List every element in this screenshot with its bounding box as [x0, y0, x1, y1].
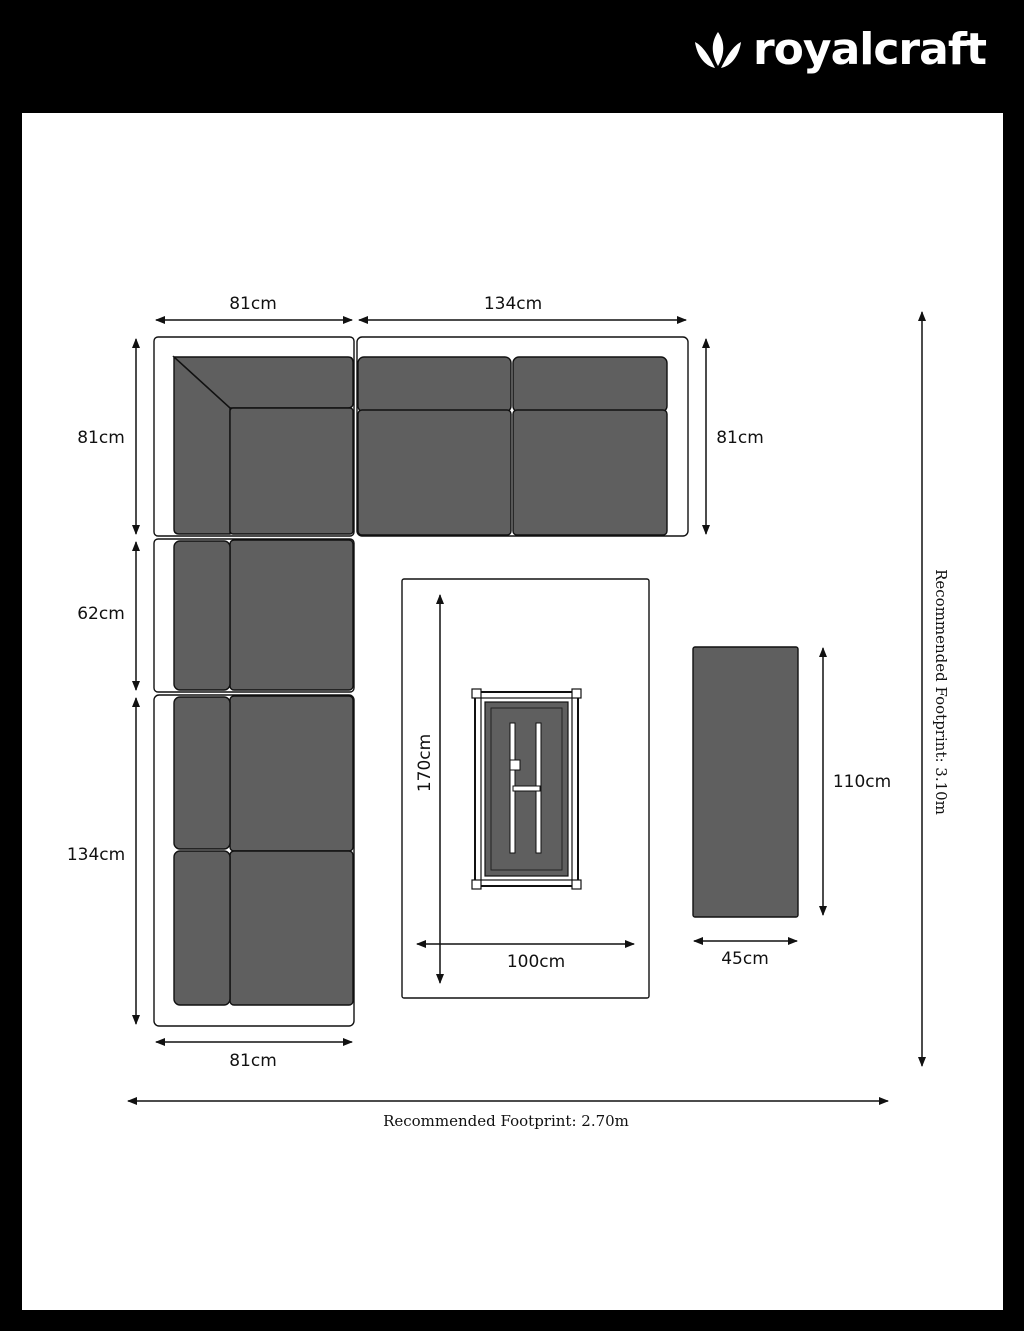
label-rug-width: 100cm [506, 952, 566, 972]
label-side-width-bottom: 81cm [229, 1051, 277, 1071]
middle-unit [154, 539, 354, 692]
label-rug-length: 170cm [415, 733, 435, 793]
label-footprint-length: Recommended Footprint: 3.10m [932, 569, 950, 815]
label-bench-width: 45cm [721, 949, 769, 969]
label-bench-length: 110cm [832, 772, 892, 792]
label-corner-width-top: 81cm [229, 294, 277, 314]
label-middle-depth: 62cm [77, 604, 125, 624]
bench [693, 647, 798, 917]
label-sofa-width: 134cm [483, 294, 543, 314]
side-loveseat [154, 695, 354, 1026]
label-footprint-width: Recommended Footprint: 2.70m [383, 1112, 629, 1130]
label-loveseat-length: 134cm [66, 845, 126, 865]
label-corner-depth: 81cm [77, 428, 125, 448]
fire-pit-table [472, 689, 581, 889]
brand-name: royalcraft [752, 24, 986, 75]
label-sofa-depth: 81cm [716, 428, 764, 448]
corner-seat [154, 337, 354, 536]
top-sofa [357, 337, 688, 536]
